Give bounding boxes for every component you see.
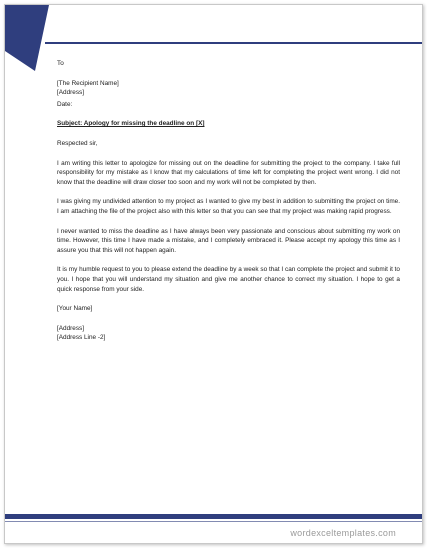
footer-bar [5, 514, 422, 519]
sender-address-line-2: [Address Line -2] [57, 334, 106, 342]
website-watermark: wordexceltemplates.com [290, 528, 396, 538]
letter-body [57, 59, 400, 343]
header-rule [45, 42, 423, 44]
salutation: Respected sir, [57, 139, 98, 147]
letter-page [4, 4, 423, 544]
recipient-name: [The Recipient Name] [57, 79, 119, 87]
paragraph-2: I was giving my undivided attention to my project as I wanted to give my best in addition to submitting the project on time. I am attaching the file of the project also with this letter so that you can see that my project was making rapid progress. [57, 198, 400, 215]
signature-name: [Your Name] [57, 305, 93, 313]
date-label: Date: [57, 100, 73, 108]
footer-rule [5, 521, 422, 522]
sender-address: [Address] [57, 324, 84, 332]
paragraph-3: I never wanted to miss the deadline as I have always been very passionate and conscious about submitting my work on time. However, this time I have made a mistake, and I completely embraced it. Please accept my apology this time as I assure you that this will not happen again. [57, 227, 400, 254]
corner-decoration [5, 5, 65, 77]
recipient-address: [Address] [57, 89, 84, 97]
to-label: To [57, 60, 64, 67]
paragraph-4: It is my humble request to you to please extend the deadline by a week so that I can complete the project and submit it to you. I hope that you will understand my situation and give me another chance to correct my situation. I hope to get a quick response from your side. [57, 266, 400, 293]
paragraph-1: I am writing this letter to apologize for missing out on the deadline for submitting the project to the company. I take full responsibility for my mistake as I know that my calculations of time left for completing the project went wrong. I did not know that the deadline will draw closer too soon and my work will not be completed by then. [57, 159, 400, 186]
subject-line: Subject: Apology for missing the deadline on [X] [57, 120, 205, 128]
